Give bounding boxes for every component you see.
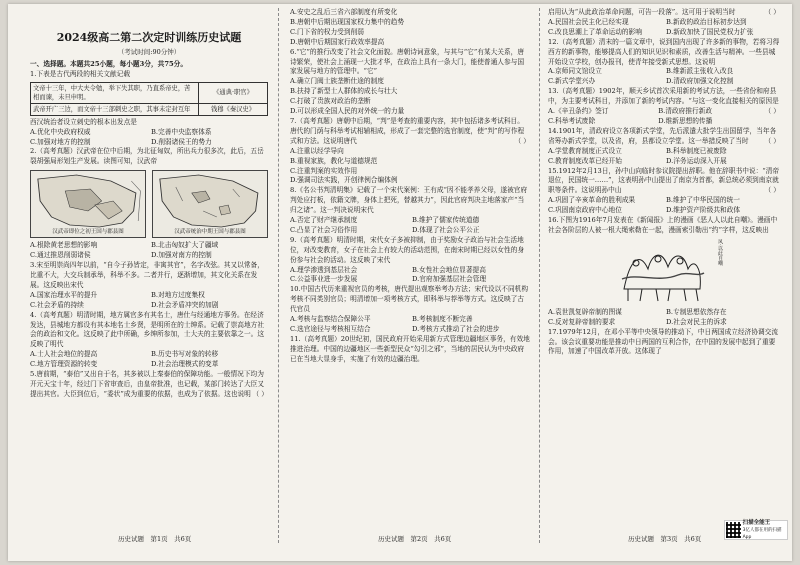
question-15-stem (548, 167, 780, 197)
question-9-stem: 9.（高考真题）明清时期，宋代女子多被抑制，由于奖励女子政治与社会生活地位，对改变教育，女子在社会上有较大的活动范围，在南宋时期已经以女性的身份参与社会的活动。这反映了宋代 (290, 235, 525, 264)
question-16-stem: 16.下图为1916年7月发表在《新闻报》上的漫画《恶人人以此自嘲》。漫画中社会各阶层的人被一根大绳索勒在一起，漫画索引勒出“约”字样，这反映出 (548, 216, 778, 234)
column-divider (278, 8, 279, 543)
question-text: 15.1912年2月13日，孙中山向临时参议院提出辞职。他在辞职书中说：“清帝退位，民国统一……”，这表明孙中山提出了南京为首都，新总统必须到南京就职等条件。这说明孙中山 (548, 166, 780, 195)
question-2-stem: 2.（高考真题）汉武帝在位中后期，为北征匈奴，所出兵力很多次，此后，五岳裂胡强局形划生产发展。读图可知，汉武帝 (30, 147, 264, 166)
badge-subtitle: 3亿人都在用的扫描App (742, 527, 782, 540)
map-drawing (153, 171, 267, 237)
option: D.加强对南方的控制 (151, 251, 212, 260)
option: D.官府加强基层社会管理 (412, 275, 487, 284)
question-10-stem: 10.中国古代历来重视官员的考核，唐代提出观察举考办方法；宋代设以不同机构考核不同类别官员；明清增加一项考核方式，即科举与荐举等方式。这反映了古代官员 (290, 285, 529, 314)
answer-paren: （ ） (514, 136, 530, 145)
option: B.科举制度已被废除 (666, 146, 727, 155)
option: C.凸显了社会习俗作用 (290, 225, 358, 234)
option: B.维新派主张收入改良 (666, 67, 734, 76)
option: C.加强对地方的控制 (30, 137, 91, 146)
option: C.教育制度改革已经开始 (548, 156, 622, 165)
column-2 (290, 8, 530, 523)
option: D.可以形成全国人民的对外统一的力量 (290, 107, 405, 116)
map-drawing (31, 171, 145, 237)
question-7-options (290, 147, 530, 187)
option: B.唐朝中后期出现国家权力集中的趋势 (290, 17, 405, 26)
badge-title: 扫描全能王 (742, 519, 771, 526)
map-image (30, 170, 146, 238)
qr-code-icon (726, 522, 741, 538)
option: A.京师同文馆设立 (548, 67, 602, 76)
question-12-stem: 12.（高考真题）清末的一篇文章中，说到国内出现了许多新的事物，若将习得西方的新事物，能够提高人们的知识见识和素质，改善生活与精神。一些县城开始设立学校，创办报刊，使青年接受新式思想。这说明 (548, 37, 780, 66)
option: A.袁世凯复辟帝制的图谋 (548, 307, 622, 316)
question-1-stem: 1.下表是古代两段的相关文献记载 (30, 69, 131, 78)
option: A.士人社会地位的提高 (30, 350, 98, 359)
question-text: 7.（高考真题）唐朝中后期，“判”是考查的重要内容，其中包括诸多考试科目。唐代的门荫与科举考试相辅相成，形成了一套完整的选官制度，使“判”的写作程式和方法。这说明唐代 (290, 116, 525, 145)
question-3-options (30, 291, 268, 311)
question-4-stem: 4.（高考真题）明清时期，地方属官多有其名士，唐仕与经通地方事务。在经济发达，县城地方都设有其本地名士乡贤，是明所在的士绅系。记载了崇高地方社会的政治和文化。这反映了此中所确，乡绅所参加，士大夫的主要依靠之一。这反映了明代 (30, 310, 265, 349)
answer-paren: （ ） (252, 389, 268, 398)
option: C.社会矛盾的持续 (30, 300, 84, 309)
question-16-options (548, 308, 780, 328)
option: B.维护了中华民国的统一 (666, 196, 740, 205)
question-4-options (30, 350, 268, 370)
option: B.历史书写对象的转移 (151, 350, 219, 359)
table-cell-text: 文帝十三年，中大夫令勉，举下失其职，乃直系帝史，苦相而谏，未旦申明。 (31, 82, 199, 103)
option: B.新政的政治目标初步达到 (666, 17, 747, 26)
table-cell-text: 武帝开广三边，而文帝十三部刺史之职，其事未定封互年 (31, 103, 199, 115)
option: C.注重判案的实效作用 (290, 166, 358, 175)
table-cell-source: 钱穆《秦汉史》 (199, 103, 268, 115)
option: C.改良思潮上了革命运动的影响 (548, 27, 642, 36)
option: B.女性社会地位显著提高 (412, 265, 486, 274)
cartoon-caption: 风·以此自嘲 (717, 238, 723, 266)
option: B.考核制度不断完善 (412, 315, 473, 324)
option: A.理学渗透到基层社会 (290, 265, 358, 274)
option: B.对地方过度集权 (151, 290, 205, 299)
option: C.选官途径与考核相互结合 (290, 325, 371, 333)
column-divider (539, 8, 540, 543)
question-10-options (290, 315, 530, 335)
option: C.通过推恩削弱诸侯 (30, 251, 91, 260)
option: A.安史之乱后三省六部制度有所变化 (290, 8, 398, 16)
option: D.唐朝中后期国家行政效率提高 (290, 37, 385, 46)
question-1-options (30, 128, 268, 148)
question-8-stem: 8.《名公书判清明集》记载了一个宋代案例：王有成“因不能孝养父母，遂被官府判处应打板，依籍文牌，身体上把死，替越其力”，因此官府判决主地落家产“当归之诸”。这一判决说明宋代 (290, 186, 528, 215)
question-7-stem (290, 117, 530, 147)
option: C.公益事业进一步发展 (290, 275, 358, 284)
question-1-tail: 西汉统治者设立刺史的根本出发点是 (30, 117, 137, 126)
question-2-options (30, 241, 268, 261)
question-17-stem: 17.1979年12月，在邓小平等中央领导的推动下，中日两国成立经济协调交流会。该会议重要功能是推动中日两国的互利合作，在中国的发展中起到了重要作用，加速了中国改革开放。这体现了 (548, 327, 779, 356)
option: A.考核与监察结合保障公平 (290, 315, 371, 324)
option: B.维护了儒家传统道德 (412, 216, 480, 225)
option: C.反对复辟帝制的要求 (548, 317, 616, 326)
answer-paren: （ ） (764, 186, 780, 195)
table-row (31, 103, 268, 115)
option: A.注重以经学导向 (290, 146, 344, 155)
option: C.科举考试废除 (548, 116, 596, 125)
option: C.门下省的权力受到削弱 (290, 27, 364, 36)
question-14-options (548, 147, 780, 167)
question-6-options (290, 77, 530, 117)
answer-paren: （ ） (764, 136, 780, 145)
question-14-stem (548, 127, 780, 147)
page-title: 2024级高二第二次定时训练历史试题 (56, 31, 242, 44)
option: D.维新思想的传播 (658, 116, 713, 125)
option: D.维护资产阶级共和政体 (666, 206, 741, 215)
answer-paren: （ ） (764, 8, 780, 16)
map-pair (30, 170, 268, 238)
page-footer-1: 历史试题 第1页 共6页 (118, 535, 192, 543)
option: A.民国社会民主化已经实现 (548, 17, 629, 26)
option: D.新政加快了国民党权力扩张 (666, 27, 754, 36)
option: A.学堂教育制度正式设立 (548, 146, 622, 155)
option: D.清政府加强文化控制 (666, 77, 734, 86)
option: D.强调司法实践，开创律例合编体例 (290, 176, 398, 185)
question-8-options (290, 216, 530, 236)
cartoon-drawing (618, 239, 706, 305)
option: B.北击匈奴扩大了疆域 (151, 241, 219, 250)
question-12-options (548, 67, 780, 87)
column-1 (30, 8, 268, 523)
question-text: 启用认为“从此政治革命问题，可告一段落”。这可用于说明当时 (548, 8, 736, 16)
option: A.《辛丑条约》签订 (548, 107, 609, 116)
option: B.完善中央监察体系 (151, 127, 212, 136)
question-text: 5.唐前期，“泰伯”又出自于名，其多被以上秦泰伯的保障功能。一般情况下均为开元天宝十年，经过门下省审查后，由皇帝批准，也记载，某部门转达了大臣又提出其官。大臣到位后，“委状”成为重要的依据，也成为了依据。这也说明 (30, 370, 265, 398)
page-subtitle: （考试时间:90分钟） (117, 48, 181, 56)
option: B.专制思想依然存在 (666, 307, 727, 316)
option: A.根除黄老思想的影响 (30, 241, 98, 250)
option: D.洋务运动深入开展 (666, 156, 727, 165)
question-11-tail (548, 8, 780, 18)
option: C.打破了贵族对政治的垄断 (290, 97, 371, 106)
option: B.重视家族，教化与道德规范 (290, 156, 378, 165)
option: D.社会矛盾冲突的加剧 (151, 300, 219, 309)
option: D.社会对民主的诉求 (666, 317, 727, 326)
option: A.否定了财产继承制度 (290, 216, 358, 225)
option: C.新式学堂兴办 (548, 77, 596, 86)
option: C.地方管理资源的转变 (30, 360, 98, 369)
question-text: 14.1901年，清政府设立各项新式学堂，先后派遣大批学生出国留学，当年各省筹办新式学堂，以及省，府，县都设立学堂。这一举措反映了当时 (548, 126, 777, 145)
question-9-options (290, 266, 530, 286)
answer-paren: （ ） (764, 107, 780, 116)
map-caption: 汉武帝即位之初王国与郡县图 (52, 229, 124, 236)
scanner-badge (724, 520, 788, 540)
question-3-stem: 3.宋至明崇尚四年以前，“自今子孙皆定，非寓其官”，名字改弦。其又以常备，比重不大，大交兵制承举，科举不多。二者并行，逐渐增加，其文化关系在发展。这反映出宋代 (30, 261, 264, 289)
option: A.优化中央政府权威 (30, 127, 91, 136)
option: A.巩固了辛亥革命的胜利成果 (548, 196, 636, 205)
section-heading: 一、选择题。本题共25小题，每小题3分，共75分。 (30, 59, 188, 68)
option: D.体现了社会公平公正 (412, 225, 480, 234)
table-cell-source: 《通典·职官》 (199, 82, 268, 103)
option: A.国家治理水平的提升 (30, 290, 98, 299)
question-5-options (290, 8, 530, 48)
question-15-options (548, 196, 780, 216)
page-footer-3: 历史试题 第3页 共6页 (628, 535, 702, 543)
question-13-options (548, 107, 764, 127)
option: C.巩固南京政府中心地位 (548, 206, 622, 215)
question-5-stem (30, 370, 268, 400)
map-caption: 汉武帝统治中期王国与郡县图 (174, 229, 246, 236)
cartoon-image (618, 238, 723, 305)
question-6-stem: 6.“它”的推行改变了社会文化面貌。唐朝诗词意象，与其与“它”有某大关系，唐诗繁荣，使社会上涌现一大批才华，在政治上具有一条大门，能使普通人参与国家发展与地方的管理中。“它” (290, 47, 525, 76)
question-text: 13.（高考真题）1902年，顺天乡试首次采用新的考试方法，一些省份和府县中，为主要考试科目，并添加了新的考试内容。“与这一变化直接相关的原因是 (548, 87, 779, 106)
option: A.确立门阀士族垄断仕途的制度 (290, 77, 384, 86)
option: D.考核方式推动了社会的进步 (412, 325, 500, 333)
question-11-options (548, 18, 780, 38)
map-image (152, 170, 268, 238)
option: B.扶持了新型士人群体的成长与壮大 (290, 87, 398, 96)
option: B.清政府推行新政 (658, 107, 713, 116)
exam-sheet (8, 4, 792, 561)
question-11-stem: 11.（高考真题）20世纪初，国民政府开始采用新方式管理边疆地区事务，有效地推进治理。中国的边疆地区一些新型民众“勾引之邪”，当地的居民认为中央政府已在当地大显身手，实施了有效的边疆治理。 (290, 334, 530, 363)
column-3 (548, 8, 780, 523)
option: D.社会治理模式的变革 (151, 360, 219, 369)
page-footer-2: 历史试题 第2页 共6页 (378, 535, 452, 543)
source-table (30, 82, 268, 116)
option: D.削弱诸侯王的势力 (151, 137, 212, 146)
table-row (31, 82, 268, 103)
